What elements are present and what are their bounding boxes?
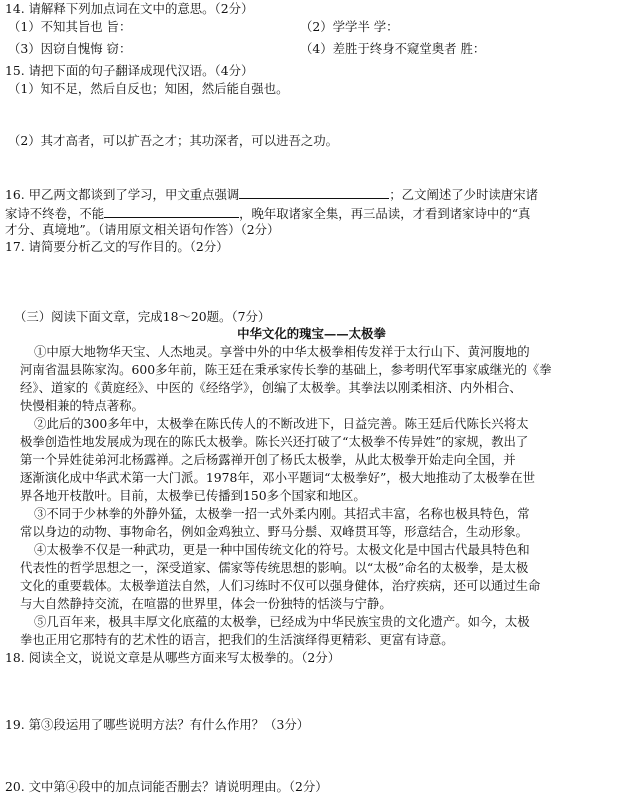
q16-blank-1[interactable] xyxy=(239,185,389,199)
article-line-7: 第一个异姓徒弟河北杨露禅。之后杨露禅开创了杨氏太极拳，从此太极拳开始走向全国，并 xyxy=(20,452,516,467)
q16-line-2-text-a: 家诗不终卷，不能 xyxy=(5,206,105,221)
section3-heading: （三）阅读下面文章，完成18～20题。（7分） xyxy=(14,309,271,324)
article-line-17: 拳也正用它那特有的艺术性的语言，把我们的生活演绎得更精彩、更富有诗意。 xyxy=(20,632,454,647)
article-line-2: 河南省温县陈家沟。600多年前，陈王廷在秉承家传长拳的基础上，参考明代军事家戚继光的《拳 xyxy=(20,362,552,377)
q16-line-1-text-a: 16. 甲乙两文都谈到了学习，甲文重点强调 xyxy=(5,187,240,202)
article-line-4: 快慢相兼的特点著称。 xyxy=(20,398,144,413)
q16-line-2-text-b: ，晚年取诸家全集，再三品读，才看到诸家诗中的“真 xyxy=(239,206,531,221)
article-line-1: ①中原大地物华天宝、人杰地灵。享誉中外的中华太极拳相传发祥于太行山下、黄河腹地的 xyxy=(34,344,530,359)
article-line-8: 逐渐演化成中华武术第一大门派。1978年，邓小平题词“太极拳好”，极大地推动了太极拳在世 xyxy=(20,470,536,485)
q16-line-1 xyxy=(5,185,620,203)
article-line-13: 代表性的哲学思想之一，深受道家、儒家等传统思想的影响。以“太极”命名的太极拳，是太极 xyxy=(20,560,529,575)
q18-title: 18. 阅读全文，说说文章是从哪些方面来写太极拳的。（2分） xyxy=(5,650,341,665)
article-line-12: ④太极拳不仅是一种武功，更是一种中国传统文化的符号。太极文化是中国古代最具特色和 xyxy=(34,542,530,557)
article-line-14: 文化的重要载体。太极拳道法自然，人们习练时不仅可以强身健体，治疗疾病，还可以通过生命 xyxy=(20,578,541,593)
q16-line-2 xyxy=(5,204,620,222)
q14-item-1: （1）不知其旨也 旨： xyxy=(8,19,132,34)
q15-sentence-1: （1）知不足，然后自反也；知困，然后能自强也。 xyxy=(8,81,289,96)
article-line-11: 常以身边的动物、事物命名，例如金鸡独立、野马分鬃、双峰贯耳等，形意结合，生动形象。 xyxy=(20,524,529,539)
q15-title: 15. 请把下面的句子翻译成现代汉语。（4分） xyxy=(5,63,254,78)
q16-line-3: 才分、真境地”。（请用原文相关语句作答）（2分） xyxy=(5,222,280,237)
article-title: 中华文化的瑰宝——太极拳 xyxy=(237,326,386,341)
article-line-9: 界各地开枝散叶。目前，太极拳已传播到150多个国家和地区。 xyxy=(20,488,366,503)
q14-item-3: （3）因窃自愧悔 窃： xyxy=(8,41,132,56)
article-line-10: ③不同于少林拳的外静外猛，太极拳一招一式外柔内刚。其招式丰富，名称也极具特色，常 xyxy=(34,506,530,521)
q14-item-4: （4）差胜于终身不窥堂奥者 胜： xyxy=(300,41,486,56)
q19-title: 19. 第③段运用了哪些说明方法？有什么作用？（3分） xyxy=(5,717,310,732)
q16-blank-2[interactable] xyxy=(104,204,239,218)
q16-line-1-text-b: ；乙文阐述了少时读唐宋诸 xyxy=(389,187,538,202)
article-line-15: 与大自然静持交流，在喧嚣的世界里，体会一份独特的恬淡与宁静。 xyxy=(20,596,392,611)
q14-item-2: （2）学学半 学： xyxy=(300,19,399,34)
q14-title: 14. 请解释下列加点词在文中的意思。（2分） xyxy=(5,1,254,16)
article-line-16: ⑤几百年来，极具丰厚文化底蕴的太极拳，已经成为中华民族宝贵的文化遗产。如今，太极 xyxy=(34,614,530,629)
q15-sentence-2: （2）其才高者，可以扩吾之才；其功深者，可以进吾之功。 xyxy=(8,133,339,148)
article-line-5: ②此后的300多年中，太极拳在陈氏传人的不断改进下，日益完善。陈王廷后代陈长兴将太 xyxy=(34,416,529,431)
q17-title: 17. 请简要分析乙文的写作目的。（2分） xyxy=(5,239,229,254)
article-line-3: 经》、道家的《黄庭经》、中医的《经络学》，创编了太极拳。其拳法以刚柔相济、内外相合、 xyxy=(20,380,522,395)
q20-title: 20. 文中第④段中的加点词能否删去？请说明理由。（2分） xyxy=(5,779,328,794)
article-line-6: 极拳创造性地发展成为现在的陈氏太极拳。陈长兴还打破了“太极拳不传异姓”的家规，教出了 xyxy=(20,434,529,449)
